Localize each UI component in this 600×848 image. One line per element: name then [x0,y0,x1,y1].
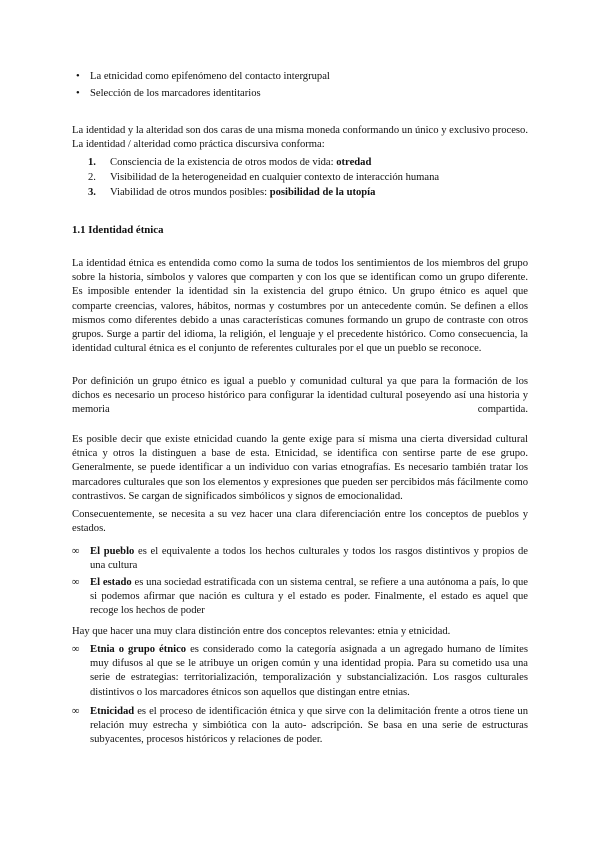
definition-term: El estado [90,577,132,588]
infinity-icon: ∞ [72,577,80,588]
paragraph-distincion: Hay que hacer una muy clara distinción entre dos conceptos relevantes: etnia y etnicidad. [72,626,451,637]
paragraph-etnicidad: Es posible decir que existe etnicidad cuando la gente exige para sí misma una cierta diversidad cultural étnica y otros la distinguen a base de esta. Etnicidad, se identifica con sentirse parte de ese grupo. Generalmente, se puede identificar a un individuo con varias etnografías. Es necesario también tratar los marcadores culturales que son los elementos y expresiones que pueden ser percibidos más fácilmente como contrastivos. Se cargan de significados simbólicos y signos de emocionalidad. [72,434,528,502]
infinity-icon: ∞ [72,706,80,717]
bullet-item [76,70,330,84]
definition-item [72,705,528,748]
definition-item [72,545,528,573]
item-bold-text: posibilidad de la utopía [269,187,376,198]
item-text: Viabilidad de otros mundos posibles: [110,187,270,198]
item-number: 2. [88,172,96,183]
definition-term: El pueblo [90,546,135,557]
item-number: 1. [88,157,96,168]
definition-item [72,643,528,700]
paragraph-identidad-etnica: La identidad étnica es entendida como como la suma de todos los sentimientos de los miembros del grupo sobre la historia, símbolos y valores que comparten y con los que se identifican como un grupo diferente. Es imposible entender la identidad sin la existencia del grupo étnico. Un grupo étnico es aquel que comparte creencias, valores, hábitos, normas y costumbres por un antecedente común. Se definen a ellos mismos como diferentes debido a unas características comunes formando un grupo de contraste con otros grupos. Surge a partir del idioma, la religión, el lenguaje y el precedente histórico. Como consecuencia, la identidad cultural étnica es el conjunto de referentes culturales por el que un pueblo se reconoce. [72,258,528,355]
infinity-icon: ∞ [72,546,80,557]
intro-paragraph: La identidad y la alteridad son dos caras de una misma moneda conformando un único y exclusivo proceso. La identidad / alteridad como práctica discursiva conforma: [72,125,528,151]
definition-text: es el equivalente a todos los hechos culturales y todos los rasgos distintivos y propios de una cultura [90,546,528,572]
item-number: 3. [88,187,96,198]
bullet-symbol: • [76,88,80,99]
definition-text: es considerado como la categoría asignada a un agregado humano de límites muy difusos al que se le atribuye un origen común y una identidad propia. Para su cometido usa una serie de estrategias: territorialización, temporalización y substancialización. Los rasgos culturales distintivos o los marcadores étnicos son aquellos que distingan entre etnias. [90,644,528,698]
bullet-text: La etnicidad como epifenómeno del contacto intergrupal [90,71,330,82]
item-bold-text: otredad [336,157,372,168]
definition-text: es el proceso de identificación étnica y que sirve con la delimitación frente a otros tiene un relación muy estrecha y simbiótica con la auto- adscripción. Se basa en una serie de estructuras subyacentes, procesos históricos y relaciones de poder. [90,706,528,746]
bullet-symbol: • [76,71,80,82]
item-text: Visibilidad de la heterogeneidad en cualquier contexto de interacción humana [110,172,440,183]
definition-item [72,576,528,619]
section-heading: 1.1 Identidad étnica [72,224,164,236]
bullet-text: Selección de los marcadores identitarios [90,88,261,99]
definition-text: es una sociedad estratificada con un sistema central, se refiere a una autónoma a país, lo que si podemos afirmar que nación es cultura y el estado es poder. Finalmente, el estado es aquel que recoge los hechos de poder [90,577,529,617]
definition-term: Etnia o grupo étnico [90,644,187,655]
bullet-item [76,87,261,101]
item-text: Consciencia de la existencia de otros modos de vida: [110,157,337,168]
paragraph-pueblos-estados: Consecuentemente, se necesita a su vez hacer una clara diferenciación entre los conceptos de pueblos y estados. [72,509,528,535]
definition-term: Etnicidad [90,706,135,717]
paragraph-grupo-etnico: Por definición un grupo étnico es igual a pueblo y comunidad cultural ya que para la formación de los dichos es necesario un proceso histórico para configurar la identidad cultural poseyendo así una historia y memoria compartida. [72,376,528,416]
infinity-icon: ∞ [72,644,80,655]
